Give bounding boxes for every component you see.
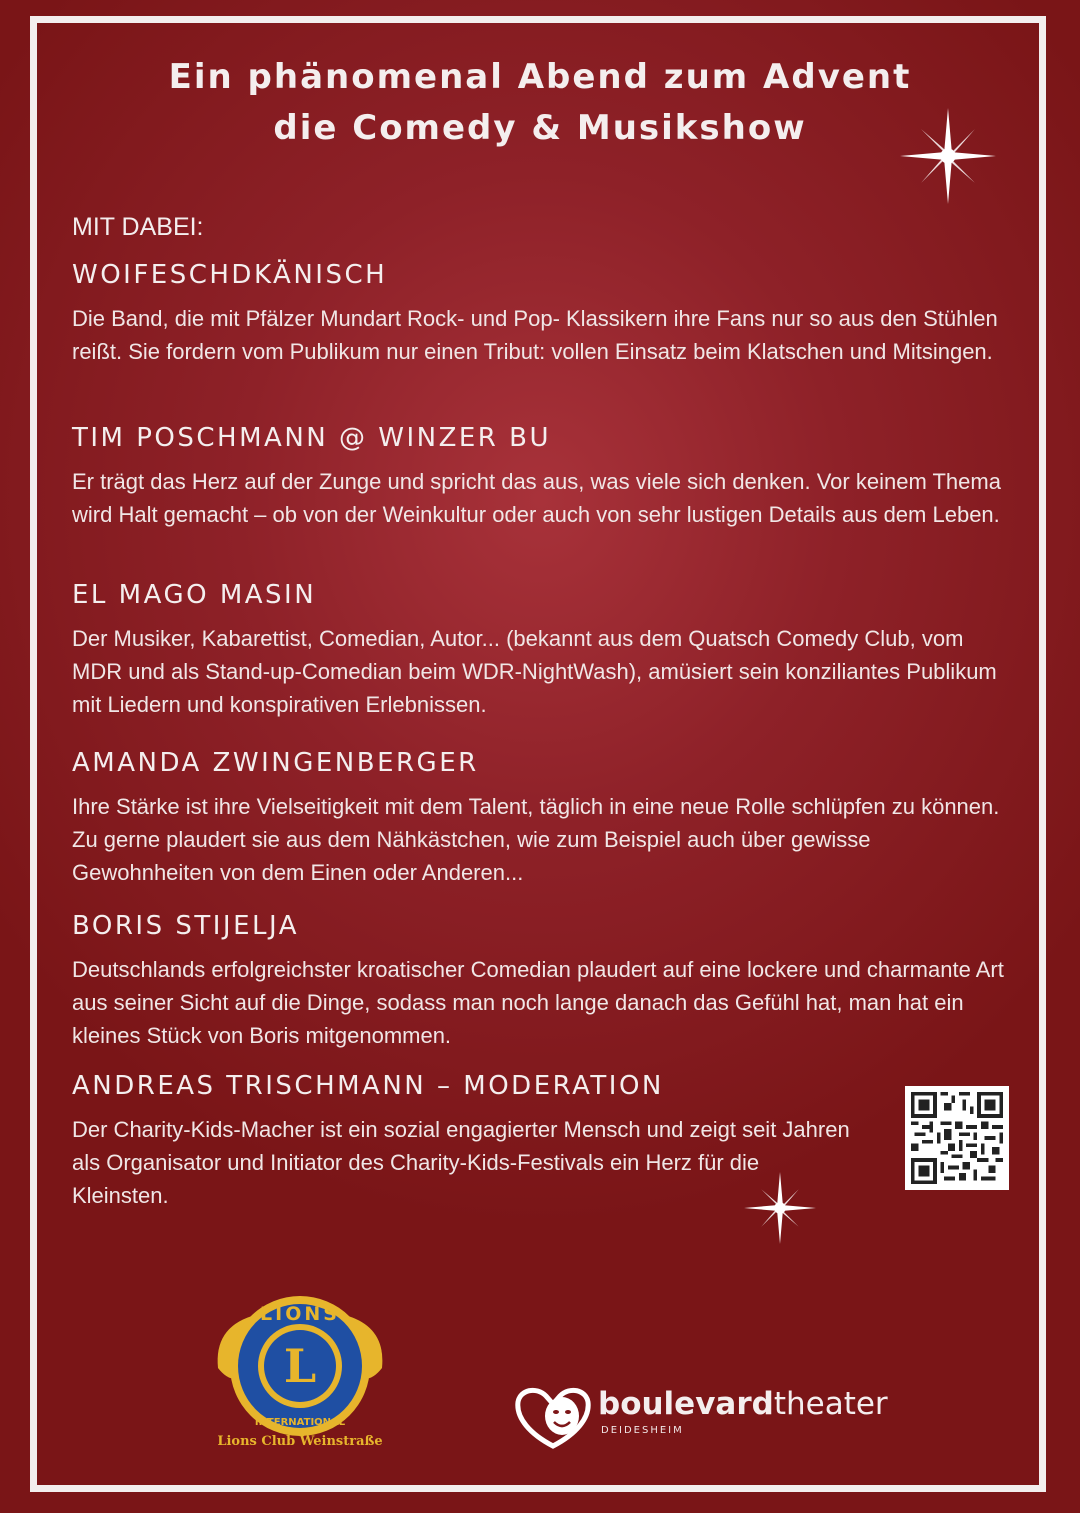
performer-name: EL MAGO MASIN [72, 580, 317, 610]
performer-section [72, 423, 1012, 531]
theater-name-light: theater [773, 1386, 888, 1422]
theater-mask-icon [512, 1384, 594, 1450]
performer-name: AMANDA ZWINGENBERGER [72, 748, 479, 778]
lions-emblem-bottom-text: INTERNATIONAL [254, 1417, 346, 1428]
qr-code[interactable] [905, 1086, 1009, 1190]
performer-description: Die Band, die mit Pfälzer Mundart Rock- und Pop- Klassikern ihre Fans nur so aus den Stühlen reißt. Sie fordern vom Publikum nur einen Tribut: vollen Einsatz beim Klatschen und Mitsingen. [72, 306, 998, 364]
performer-description: Der Musiker, Kabarettist, Comedian, Autor... (bekannt aus dem Quatsch Comedy Club, vom MDR und als Stand-up-Comedian beim WDR-NightWash), amüsiert sein konziliantes Publikum mit Liedern und konspirativen Erlebnissen. [72, 626, 997, 717]
performer-description: Er trägt das Herz auf der Zunge und spricht das aus, was viele sich denken. Vor keinem Thema wird Halt gemacht – ob von der Weinkultur oder auch von sehr lustigen Details aus dem Leben. [72, 469, 1001, 527]
performer-section [72, 911, 1012, 1052]
lions-emblem-top-text: LIONS [260, 1303, 340, 1325]
performer-name: ANDREAS TRISCHMANN – MODERATION [72, 1071, 664, 1101]
lions-emblem-letter: L [283, 1339, 317, 1393]
performer-description: Ihre Stärke ist ihre Vielseitigkeit mit dem Talent, täglich in eine neue Rolle schlüpfen zu können. Zu gerne plaudert sie aus dem Nähkästchen, wie zum Beispiel auch über gewisse Gewohnheiten von dem Einen oder Anderen... [72, 794, 1000, 885]
intro-label: MIT DABEI: [72, 213, 204, 241]
qr-code-icon [911, 1092, 1003, 1184]
sparkle-star-icon [744, 1172, 816, 1244]
performer-name: BORIS STIJELJA [72, 911, 299, 941]
performer-section [72, 260, 1012, 368]
sparkle-star-icon [900, 108, 996, 204]
performer-section [72, 580, 1012, 721]
performer-name: WOIFESCHDKÄNISCH [72, 260, 388, 290]
theater-name [598, 1386, 888, 1422]
performer-name: TIM POSCHMANN @ WINZER BU [72, 423, 552, 453]
performer-section [72, 748, 1012, 889]
theater-city: DEIDESHEIM [601, 1425, 684, 1436]
headline [40, 52, 1040, 154]
performer-section [72, 1071, 852, 1212]
performer-description: Deutschlands erfolgreichster kroatischer Comedian plaudert auf eine lockere und charmante Art aus seiner Sicht auf die Dinge, sodass man noch lange danach das Gefühl hat, man hat ein kleines Stück von Boris mitgenommen. [72, 957, 1004, 1048]
headline-line-2: die Comedy & Musikshow [273, 108, 807, 148]
lions-caption: Lions Club Weinstraße [217, 1434, 383, 1449]
performer-description: Der Charity-Kids-Macher ist ein sozial engagierter Mensch und zeigt seit Jahren als Organisator und Initiator des Charity-Kids-Festivals ein Herz für die Kleinsten. [72, 1117, 850, 1208]
lions-emblem-icon [212, 1282, 388, 1452]
headline-line-1: Ein phänomenal Abend zum Advent [168, 57, 912, 97]
theater-name-bold: boulevard [598, 1386, 774, 1422]
